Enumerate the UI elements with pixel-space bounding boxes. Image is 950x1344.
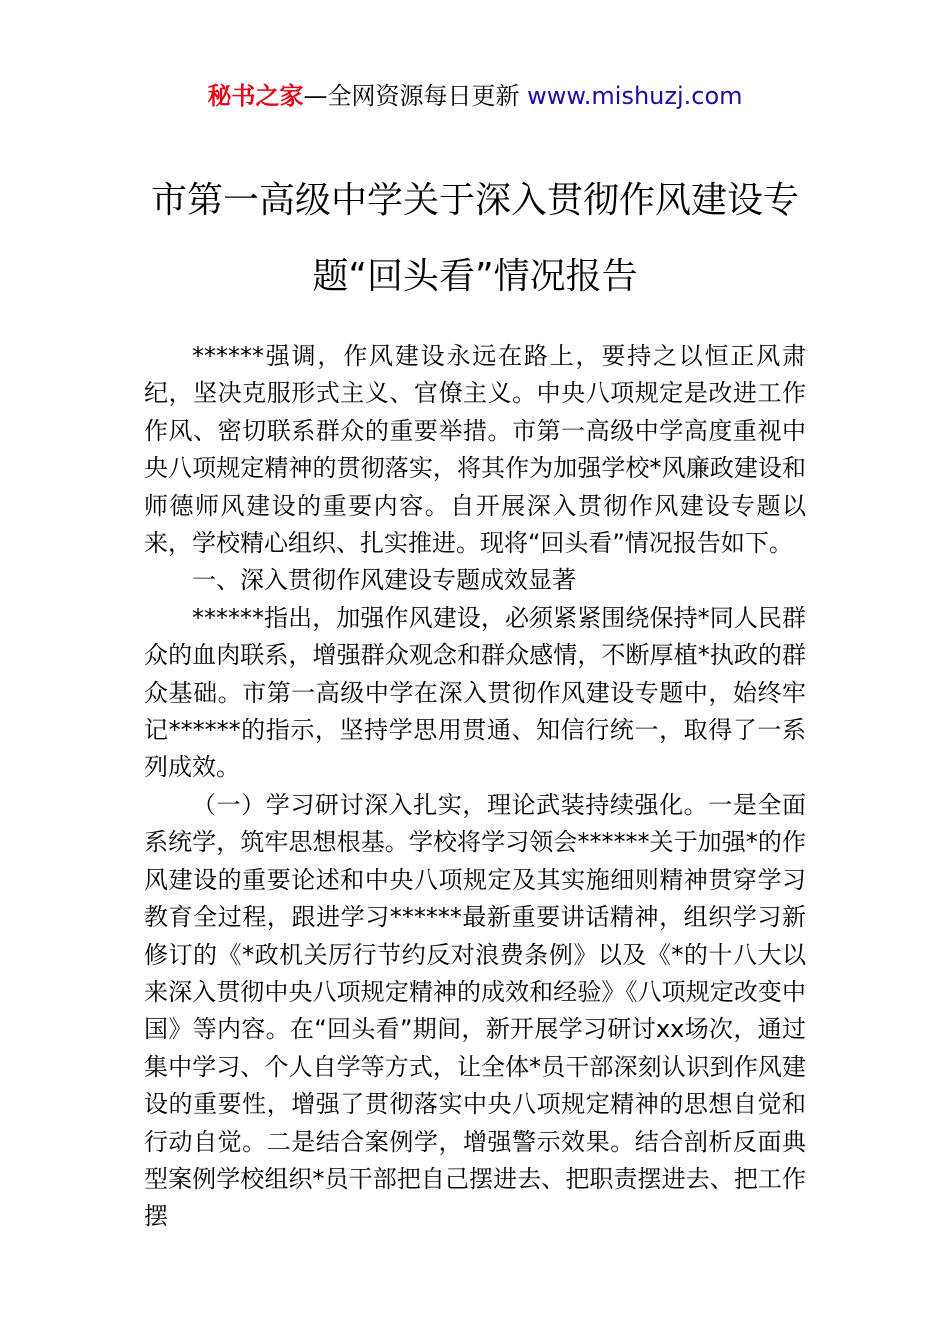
paragraph-section-1: ******指出，加强作风建设，必须紧紧围绕保持*同人民群众的血肉联系，增强群众观念和群众感情，不断厚植*执政的群众基础。市第一高级中学在深入贯彻作风建设专题中，始终牢记******的指示，坚持学思用贯通、知信行统一，取得了一系列成效。 [144, 603, 806, 782]
title-line-1: 市第一高级中学关于深入贯彻作风建设专 [150, 180, 799, 221]
site-brand: 秘书之家 [207, 82, 304, 110]
site-url[interactable]: www.mishuzj.com [527, 82, 743, 110]
site-tagline: —全网资源每日更新 [303, 82, 528, 110]
document-body [144, 338, 806, 1236]
title-line-2: 题“回头看”情况报告 [312, 256, 638, 297]
paragraph-subsection-1: （一）学习研讨深入扎实，理论武装持续强化。一是全面系统学，筑牢思想根基。学校将学习领会******关于加强*的作风建设的重要论述和中央八项规定及其实施细则精神贯穿学习教育全过程，跟进学习******最新重要讲话精神，组织学习新修订的《*政机关厉行节约反对浪费条例》以及《*的十八大以来深入贯彻中央八项规定精神的成效和经验》《八项规定改变中国》等内容。在“回头看”期间，新开展学习研讨xx场次，通过集中学习、个人自学等方式，让全体*员干部深刻认识到作风建设的重要性，增强了贯彻落实中央八项规定精神的思想自觉和行动自觉。二是结合案例学，增强警示效果。结合剖析反面典型案例学校组织*员干部把自己摆进去、把职责摆进去、把工作摆 [144, 790, 806, 1231]
section-heading-1: 一、深入贯彻作风建设专题成效显著 [192, 566, 576, 595]
paragraph-intro: ******强调，作风建设永远在路上，要持之以恒正风肃纪，坚决克服形式主义、官僚主义。中央八项规定是改进工作作风、密切联系群众的重要举措。市第一高级中学高度重视中央八项规定精神的贯彻落实，将其作为加强学校*风廉政建设和师德师风建设的重要内容。自开展深入贯彻作风建设专题以来，学校精心组织、扎实推进。现将“回头看”情况报告如下。 [144, 342, 806, 558]
site-header [0, 80, 950, 112]
document-title [100, 176, 850, 328]
